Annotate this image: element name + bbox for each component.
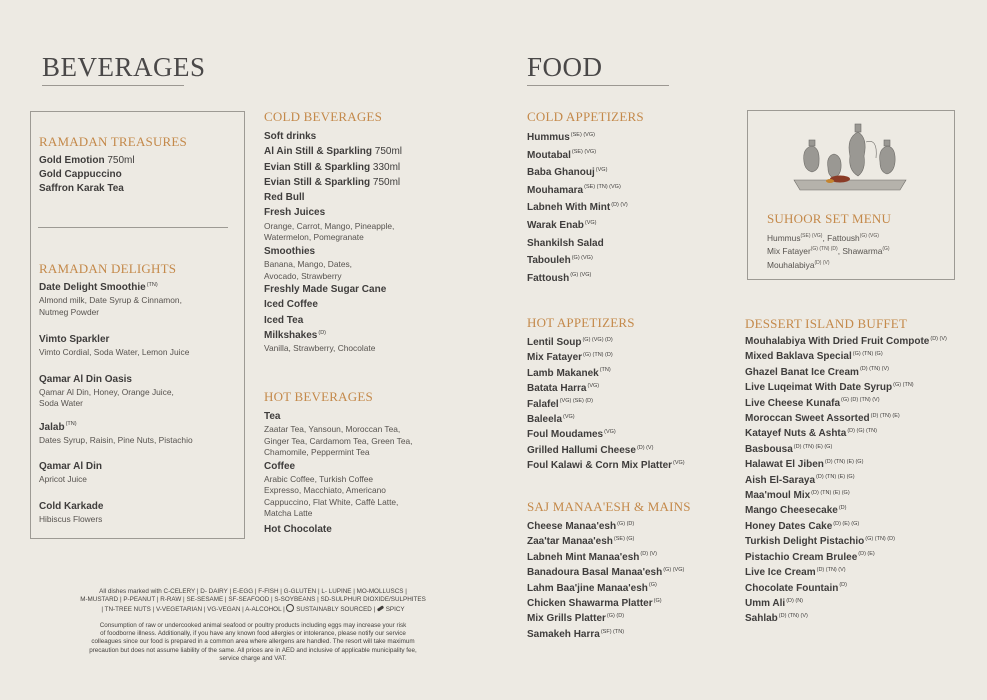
menu-item: Chicken Shawarma Platter$^{(G)}$ [527, 597, 662, 610]
menu-item: Batata Harra$^{(VG)}$ [527, 382, 600, 395]
dessert-heading: DESSERT ISLAND BUFFET [745, 316, 908, 331]
menu-item: Pistachio Cream Brulee$^{(D) (E)}$ [745, 551, 875, 563]
cold-appetizers-heading: COLD APPETIZERS [527, 109, 644, 124]
item-description: Watermelon, Pomegranate [264, 232, 364, 243]
allergen-notes [36, 588, 470, 615]
item-description: Qamar Al Din, Honey, Orange Juice, [39, 386, 174, 397]
note-line: colleagues since our food is prepared in a common area where allergens are handled. The resort will take maximum [91, 638, 415, 646]
menu-item: Jalab$^{(TN)}$ [39, 421, 77, 433]
menu-item: Red Bull [264, 192, 305, 204]
suhoor-line: Hummus$^{(SE) (VG)}$, Fattoush$^{(G) (VG)}$ [767, 232, 879, 243]
hot-appetizers-section [527, 315, 737, 474]
saj-section [527, 499, 737, 642]
menu-item: Honey Dates Cake$^{(D) (E) (G)}$ [745, 520, 860, 532]
menu-item: Moutabal$^{(SE) (VG)}$ [527, 149, 597, 161]
menu-item: Aish El-Saraya$^{(D) (TN) (E) (G)}$ [745, 474, 855, 486]
beverages-title: BEVERAGES [42, 52, 184, 86]
menu-item: Mango Cheesecake$^{(D)}$ [745, 505, 847, 517]
cold-beverages-heading: COLD BEVERAGES [264, 109, 382, 124]
item-description: Matcha Latte [264, 508, 313, 518]
menu-item: Date Delight Smoothie$^{(TN)}$ [39, 281, 158, 293]
suhoor-heading: SUHOOR SET MENU [767, 211, 892, 226]
chili-icon [377, 606, 384, 612]
menu-item: Gold Cappuccino [39, 169, 122, 180]
item-description: Apricot Juice [39, 474, 87, 484]
item-description: Dates Syrup, Raisin, Pine Nuts, Pistachio [39, 434, 193, 445]
menu-item: Grilled Hallumi Cheese$^{(D) (V)}$ [527, 444, 654, 456]
menu-item: Umm Ali$^{(D) (N)}$ [745, 597, 804, 609]
menu-item: Fresh Juices [264, 207, 326, 219]
tea-set-illustration [788, 118, 912, 196]
menu-item: Lahm Baa'jine Manaa'esh$^{(G)}$ [527, 582, 657, 594]
sustainable-icon [286, 604, 294, 612]
saj-heading: SAJ MANAA'ESH & MAINS [527, 499, 691, 514]
note-line: precaution but does not assume liability of the same. All prices are in AED and inclusive of applicable municipality fee, [89, 646, 417, 654]
item-description: Almond milk, Date Syrup & Cinnamon, [39, 295, 182, 305]
note-line: service charge and VAT. [219, 654, 287, 662]
item-description: Cappuccino, Flat White, Caffè Latte, [264, 496, 399, 507]
item-description: Ginger Tea, Cardamom Tea, Green Tea, [264, 435, 413, 446]
menu-item: Foul Moudames$^{(VG)}$ [527, 429, 616, 441]
menu-item: Lamb Makanek$^{(TN)}$ [527, 367, 611, 379]
menu-item: Freshly Made Sugar Cane [264, 284, 387, 296]
menu-item: Shankilsh Salad [527, 237, 604, 249]
note-line: Consumption of raw or undercooked animal seafood or poultry products including eggs may increase your risk [99, 622, 407, 629]
menu-item: Live Luqeimat With Date Syrup$^{(G) (TN)}$ [745, 381, 914, 394]
cold-beverages-section [264, 109, 484, 355]
menu-item: Ghazel Banat Ice Cream$^{(D) (TN) (V)}$ [745, 366, 889, 378]
hot-beverages-section [264, 389, 484, 538]
menu-item: Qamar Al Din [39, 461, 102, 472]
item-description: Orange, Carrot, Mango, Pineapple, [264, 220, 395, 231]
menu-item: Al Ain Still & Sparkling 750ml [264, 146, 403, 158]
note-line: All dishes marked with C-CELERY | D- DAIRY | E-EGG | F-FISH | G-GLUTEN | L- LUPINE | MO-MOLLUSCS | [99, 588, 407, 595]
menu-item: Basbousa$^{(D) (TN) (E) (G)}$ [745, 443, 833, 455]
item-description: Banana, Mango, Dates, [264, 259, 352, 270]
menu-item: Foul Kalawi & Corn Mix Platter$^{(VG)}$ [527, 459, 685, 472]
menu-item: Qamar Al Din Oasis [39, 373, 132, 385]
menu-item: Warak Enab$^{(VG)}$ [527, 219, 597, 231]
suhoor-line: Mouhalabiya$^{(D) (V)}$ [767, 259, 830, 270]
menu-item: Iced Tea [264, 314, 304, 326]
menu-item: Baleela$^{(VG)}$ [527, 413, 575, 426]
menu-item: Vimto Sparkler [39, 334, 110, 345]
note-line: M-MUSTARD | P-PEANUT | R-RAW | SE-SESAME | SF-SEAFOOD | S-SOYBEANS | SD-SULPHUR DIOXIDE/SULPHITES [80, 596, 426, 604]
ramadan-treasures-heading: RAMADAN TREASURES [39, 134, 187, 149]
menu-item: Lentil Soup$^{(G) (VG) (D)}$ [527, 336, 613, 348]
menu-item: Smoothies [264, 245, 316, 257]
menu-item: Soft drinks [264, 131, 317, 142]
menu-item: Mixed Baklava Special$^{(G) (TN) (G)}$ [745, 351, 883, 363]
menu-item: Tea [264, 411, 281, 422]
menu-item: Gold Emotion 750ml [39, 155, 135, 166]
menu-item: Mouhamara$^{(SE) (TN) (VG)}$ [527, 184, 621, 196]
ramadan-delights-heading: RAMADAN DELIGHTS [39, 261, 177, 276]
hot-appetizers-heading: HOT APPETIZERS [527, 315, 635, 330]
item-description: Hibiscus Flowers [39, 513, 103, 524]
menu-item: Falafel$^{(VG) (SE) (D)}$ [527, 398, 593, 410]
menu-item: Hot Chocolate [264, 523, 332, 535]
menu-item: Cheese Manaa'esh$^{(G) (D)}$ [527, 520, 635, 532]
menu-item: Iced Coffee [264, 299, 318, 311]
menu-item: Live Cheese Kunafa$^{(G) (D) (TN) (V)}$ [745, 397, 880, 409]
item-description: Vimto Cordial, Soda Water, Lemon Juice [39, 347, 190, 357]
menu-item: Mix Grills Platter$^{(G) (D)}$ [527, 613, 625, 625]
item-description: Arabic Coffee, Turkish Coffee [264, 473, 374, 484]
menu-item: Mouhalabiya With Dried Fruit Compote$^{(D) (V)}$ [745, 335, 947, 347]
menu-item: Labneh Mint Manaa'esh$^{(D) (V)}$ [527, 551, 657, 563]
ramadan-delights-section [39, 261, 239, 525]
menu-item: Cold Karkade [39, 500, 104, 512]
item-description: Expresso, Macchiato, Americano [264, 485, 386, 495]
menu-item: Maa'moul Mix$^{(D) (TN) (E) (G)}$ [745, 489, 850, 502]
item-description: Nutmeg Powder [39, 306, 100, 317]
item-description: Soda Water [39, 398, 83, 408]
menu-item: Evian Still & Sparkling 750ml [264, 176, 401, 188]
menu-item: Zaa'tar Manaa'esh$^{(SE) (G)}$ [527, 536, 635, 548]
note-line: | TN-TREE NUTS | V-VEGETARIAN | VG-VEGAN | A-ALCOHOL | SUSTAINABLY SOURCED | SPICY [101, 606, 405, 614]
menu-item: Coffee [264, 460, 296, 472]
item-description: Vanilla, Strawberry, Chocolate [264, 343, 376, 354]
menu-item: Mix Fatayer$^{(G) (TN) (D)}$ [527, 352, 613, 364]
hot-beverages-heading: HOT BEVERAGES [264, 389, 373, 404]
menu-item: Live Ice Cream$^{(D) (TN) (V)}$ [745, 566, 846, 579]
item-description: Chamomile, Peppermint Tea [264, 447, 370, 457]
menu-item: Baba Ghanouj$^{(VG)}$ [527, 166, 608, 179]
item-description: Avocado, Strawberry [264, 270, 342, 281]
suhoor-line: Mix Fatayer$^{(G) (TN) (D)}$, Shawarma$^{(G)}$ [767, 246, 890, 257]
food-title: FOOD [527, 52, 669, 86]
consumption-notes [36, 622, 470, 663]
item-description: Zaatar Tea, Yansoun, Moroccan Tea, [264, 424, 401, 434]
menu-item: Evian Still & Sparkling 330ml [264, 161, 401, 173]
suhoor-section [767, 211, 947, 271]
menu-item: Samakeh Harra$^{(SF) (TN)}$ [527, 628, 625, 640]
menu-item: Halawat El Jiben$^{(D) (TN) (E) (G)}$ [745, 458, 864, 471]
ramadan-treasures-section [39, 134, 239, 196]
menu-item: Turkish Delight Pistachio$^{(G) (TN) (D)}$ [745, 535, 895, 548]
menu-item: Hummus$^{(SE) (VG)}$ [527, 131, 595, 143]
menu-item: Sahlab$^{(D) (TN) (V)}$ [745, 612, 808, 625]
menu-item: Moroccan Sweet Assorted$^{(D) (TN) (E)}$ [745, 412, 900, 425]
note-line: of foodborne illness. Additionally, if you have any known food allergies or intolerance, please notify our service [100, 630, 406, 638]
menu-item: Katayef Nuts & Ashta$^{(D) (G) (TN)}$ [745, 428, 877, 440]
menu-item: Saffron Karak Tea [39, 183, 124, 194]
menu-item: Fattoush$^{(G) (VG)}$ [527, 272, 592, 284]
cold-appetizers-section [527, 109, 737, 287]
menu-item: Banadoura Basal Manaa'esh$^{(G) (VG)}$ [527, 566, 685, 579]
dessert-section [745, 316, 985, 627]
menu-item: Tabouleh$^{(G) (VG)}$ [527, 254, 593, 267]
divider [38, 227, 228, 228]
menu-item: Chocolate Fountain$^{(D)}$ [745, 582, 847, 594]
menu-item: Milkshakes$^{(D)}$ [264, 329, 327, 341]
menu-item: Labneh With Mint$^{(D) (V)}$ [527, 202, 628, 214]
